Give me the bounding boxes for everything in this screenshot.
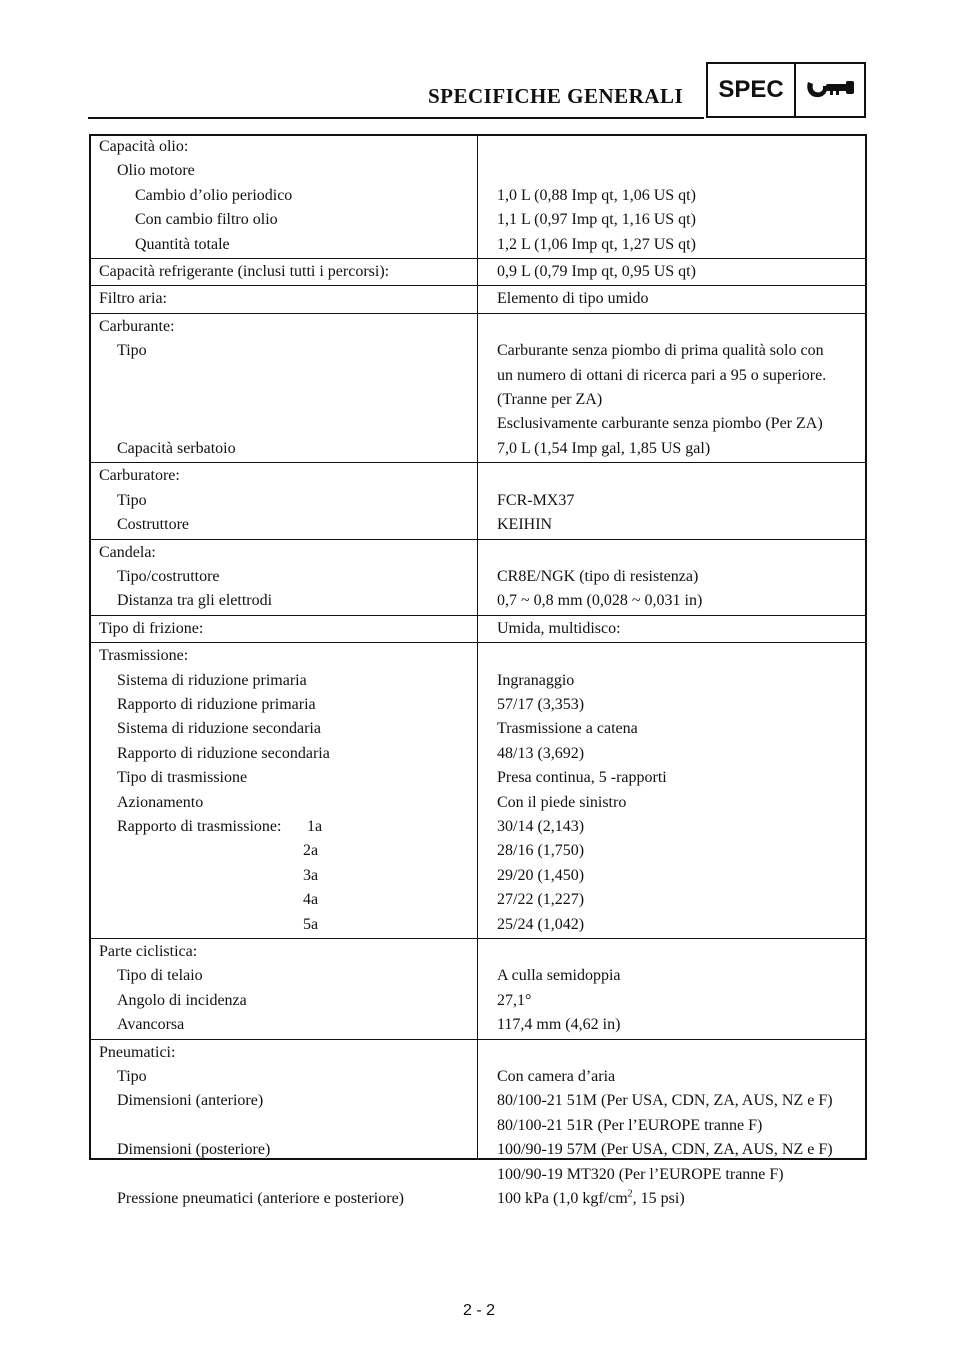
chassis-title: Parte ciclistica: — [99, 943, 198, 960]
gear-name: 4a — [303, 891, 319, 909]
gear-ratio-value: 28/16 (1,750) — [497, 842, 585, 860]
oil-capacity-row — [89, 134, 867, 259]
trail-value: 117,4 mm (4,62 in) — [497, 1016, 621, 1034]
pressure-value-sup: 2 — [627, 1188, 633, 1200]
caster-label: Angolo di incidenza — [117, 991, 247, 1009]
tire-type-value: Con camera d’aria — [497, 1068, 616, 1086]
spec-badge — [706, 62, 866, 118]
carburetor-row — [89, 463, 867, 539]
chassis-row — [89, 939, 867, 1040]
spark-plug-gap-value: 0,7 ~ 0,8 mm (0,028 ~ 0,031 in) — [497, 592, 703, 610]
operation-value: Con il piede sinistro — [497, 793, 627, 811]
primary-ratio-label: Rapporto di riduzione primaria — [117, 695, 316, 713]
fuel-type-value-4: Esclusivamente carburante senza piombo (Per ZA) — [497, 415, 823, 433]
rear-size-value-2: 100/90-19 MT320 (Per l’EUROPE tranne F) — [497, 1165, 784, 1183]
clutch-row — [89, 615, 867, 642]
spark-plug-title: Candela: — [99, 543, 156, 561]
gear-ratio-row-1 — [99, 815, 487, 839]
air-filter-label: Filtro aria: — [99, 290, 167, 308]
clutch-value: Umida, multidisco: — [497, 619, 621, 637]
spec-badge-label: SPEC — [708, 64, 796, 116]
page-title: SPECIFICHE GENERALI — [428, 84, 684, 108]
transmission-title: Trasmissione: — [99, 647, 189, 665]
gear-ratio-value: 25/24 (1,042) — [497, 915, 585, 933]
secondary-system-label: Sistema di riduzione secondaria — [117, 720, 321, 738]
trail-label: Avancorsa — [117, 1016, 185, 1034]
clutch-label: Tipo di frizione: — [99, 619, 204, 637]
primary-ratio-value: 57/17 (3,353) — [497, 695, 585, 713]
pressure-label: Pressione pneumatici (anteriore e posteriore) — [117, 1190, 404, 1208]
column-divider — [477, 134, 478, 1160]
carburetor-title: Carburatore: — [99, 467, 180, 485]
coolant-label: Capacità refrigerante (inclusi tutti i percorsi): — [99, 263, 390, 281]
gear-ratio-value: 30/14 (2,143) — [497, 817, 585, 835]
fuel-type-value-3: (Tranne per ZA) — [497, 391, 603, 409]
fuel-type-value-1: Carburante senza piombo di prima qualità solo con — [497, 342, 824, 360]
oil-total-value: 1,2 L (1,06 Imp qt, 1,27 US qt) — [497, 235, 696, 253]
frame-value: A culla semidoppia — [497, 967, 621, 985]
rear-size-label: Dimensioni (posteriore) — [117, 1141, 271, 1159]
gear-ratio-value: 27/22 (1,227) — [497, 891, 585, 909]
transmission-row — [89, 643, 867, 939]
spark-plug-row — [89, 539, 867, 615]
carburetor-type-value: FCR-MX37 — [497, 491, 575, 509]
oil-filter-label: Con cambio filtro olio — [135, 211, 278, 229]
wrench-icon — [796, 64, 864, 116]
rear-size-value-1: 100/90-19 57M (Per USA, CDN, ZA, AUS, NZ e F) — [497, 1141, 833, 1159]
transmission-type-label: Tipo di trasmissione — [117, 769, 248, 787]
fuel-type-value-2: un numero di ottani di ricerca pari a 95 o superiore. — [497, 366, 827, 384]
oil-periodic-label: Cambio d’olio periodico — [135, 186, 293, 204]
oil-total-label: Quantità totale — [135, 235, 230, 253]
gear-ratio-label: Rapporto di trasmissione: — [117, 817, 282, 835]
coolant-row — [89, 259, 867, 286]
fuel-title: Carburante: — [99, 317, 175, 335]
fuel-row — [89, 313, 867, 462]
gear-ratio-value: 29/20 (1,450) — [497, 866, 585, 884]
gear-name: 2a — [303, 842, 319, 860]
primary-system-value: Ingranaggio — [497, 671, 575, 689]
air-filter-value: Elemento di tipo umido — [497, 290, 649, 308]
oil-filter-value: 1,1 L (0,97 Imp qt, 1,16 US qt) — [497, 211, 696, 229]
gear-name: 3a — [303, 866, 319, 884]
air-filter-row — [89, 286, 867, 313]
caster-value: 27,1° — [497, 991, 532, 1009]
secondary-system-value: Trasmissione a catena — [497, 720, 638, 738]
operation-label: Azionamento — [117, 793, 204, 811]
pressure-value-a: 100 kPa (1,0 kgf/cm — [497, 1190, 628, 1208]
carburetor-maker-value: KEIHIN — [497, 516, 553, 534]
fuel-tank-value: 7,0 L (1,54 Imp gal, 1,85 US gal) — [497, 439, 711, 457]
header-rule — [88, 117, 704, 119]
fuel-type-label: Tipo — [117, 342, 147, 360]
spark-plug-gap-label: Distanza tra gli elettrodi — [117, 592, 273, 610]
front-size-value-2: 80/100-21 51R (Per l’EUROPE tranne F) — [497, 1116, 763, 1134]
page-number: 2 - 2 — [463, 1302, 496, 1319]
primary-system-label: Sistema di riduzione primaria — [117, 671, 307, 689]
tires-row — [89, 1039, 867, 1212]
spark-plug-type-value: CR8E/NGK (tipo di resistenza) — [497, 567, 699, 585]
specifications-table — [89, 134, 867, 1212]
engine-oil-label: Olio motore — [117, 162, 195, 180]
tires-title: Pneumatici: — [99, 1043, 176, 1061]
front-size-value-1: 80/100-21 51M (Per USA, CDN, ZA, AUS, NZ e F) — [497, 1092, 833, 1110]
oil-periodic-value: 1,0 L (0,88 Imp qt, 1,06 US qt) — [497, 186, 696, 204]
front-size-label: Dimensioni (anteriore) — [117, 1092, 264, 1110]
secondary-ratio-label: Rapporto di riduzione secondaria — [117, 744, 330, 762]
tire-type-label: Tipo — [117, 1068, 147, 1086]
oil-capacity-title: Capacità olio: — [99, 138, 189, 155]
carburetor-type-label: Tipo — [117, 491, 147, 509]
gear-name: 5a — [303, 915, 319, 933]
pressure-value-b: , 15 psi) — [632, 1190, 685, 1208]
carburetor-maker-label: Costruttore — [117, 516, 189, 534]
secondary-ratio-value: 48/13 (3,692) — [497, 744, 585, 762]
coolant-value: 0,9 L (0,79 Imp qt, 0,95 US qt) — [497, 263, 696, 281]
pressure-value — [497, 1187, 867, 1211]
frame-label: Tipo di telaio — [117, 967, 203, 985]
transmission-type-value: Presa continua, 5 -rapporti — [497, 769, 667, 787]
spark-plug-type-label: Tipo/costruttore — [117, 567, 220, 585]
gear-name: 1a — [307, 817, 323, 835]
fuel-tank-label: Capacità serbatoio — [117, 439, 236, 457]
